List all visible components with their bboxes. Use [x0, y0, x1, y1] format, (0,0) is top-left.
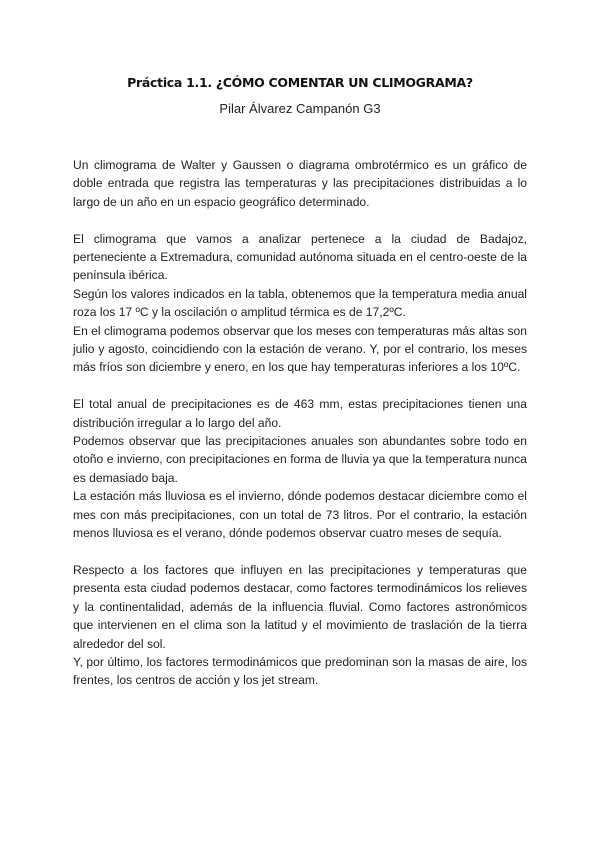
paragraph-precipitation-total: El total anual de precipitaciones es de 463 mm, estas precipitaciones tienen una distribución irregular a lo largo del año.: [73, 397, 527, 430]
paragraph-rainiest-season: La estación más lluviosa es el invierno, dónde podemos destacar diciembre como el mes con más precipitaciones, con un total de 73 litros. Por el contrario, la estación menos lluviosa es el verano, dónde podemos observar cuatro meses de sequía.: [73, 489, 527, 541]
paragraph-definition: Un climograma de Walter y Gaussen o diagrama ombrotérmico es un gráfico de doble entrada que registra las temperaturas y las precipitaciones distribuidas a lo largo de un año en un espacio geográfico determinado.: [73, 158, 527, 209]
paragraph-location: El climograma que vamos a analizar pertenece a la ciudad de Badajoz, perteneciente a Extremadura, comunidad autónoma situada en el centro-oeste de la península ibérica.: [73, 231, 527, 283]
document-body: [73, 156, 527, 690]
author-line: Pilar Álvarez Campanón G3: [219, 101, 381, 116]
paragraph-temperature-values: Según los valores indicados en la tabla, obtenemos que la temperatura media anual roza los 17 ºC y la oscilación o amplitud térmica es de 17,2ºC.: [73, 286, 527, 320]
document-title: Práctica 1.1. ¿CÓMO COMENTAR UN CLIMOGRAMA?: [127, 75, 473, 90]
paragraph-thermodynamic-factors: Y, por último, los factores termodinámicos que predominan son la masas de aire, los frentes, los centros de acción y los jet stream.: [73, 654, 527, 688]
paragraph-factors: Respecto a los factores que influyen en las precipitaciones y temperaturas que presenta esta ciudad podemos destacar, como factores termodinámicos los relieves y la continentalidad, además de la influencia fluvial. Como factores astronómicos que intervienen en el clima son la latitud y el movimiento de traslación de la tierra alrededor del sol.: [73, 562, 527, 651]
paragraph-precipitation-seasons: Podemos observar que las precipitaciones anuales son abundantes sobre todo en otoño e invierno, con precipitaciones en forma de lluvia ya que la temperatura nunca es demasiado baja.: [73, 434, 527, 485]
paragraph-temperature-months: En el climograma podemos observar que los meses con temperaturas más altas son julio y agosto, coincidiendo con la estación de verano. Y, por el contrario, los meses más fríos son diciembre y enero, en los que hay temperaturas inferiores a los 10ºC.: [73, 323, 527, 375]
